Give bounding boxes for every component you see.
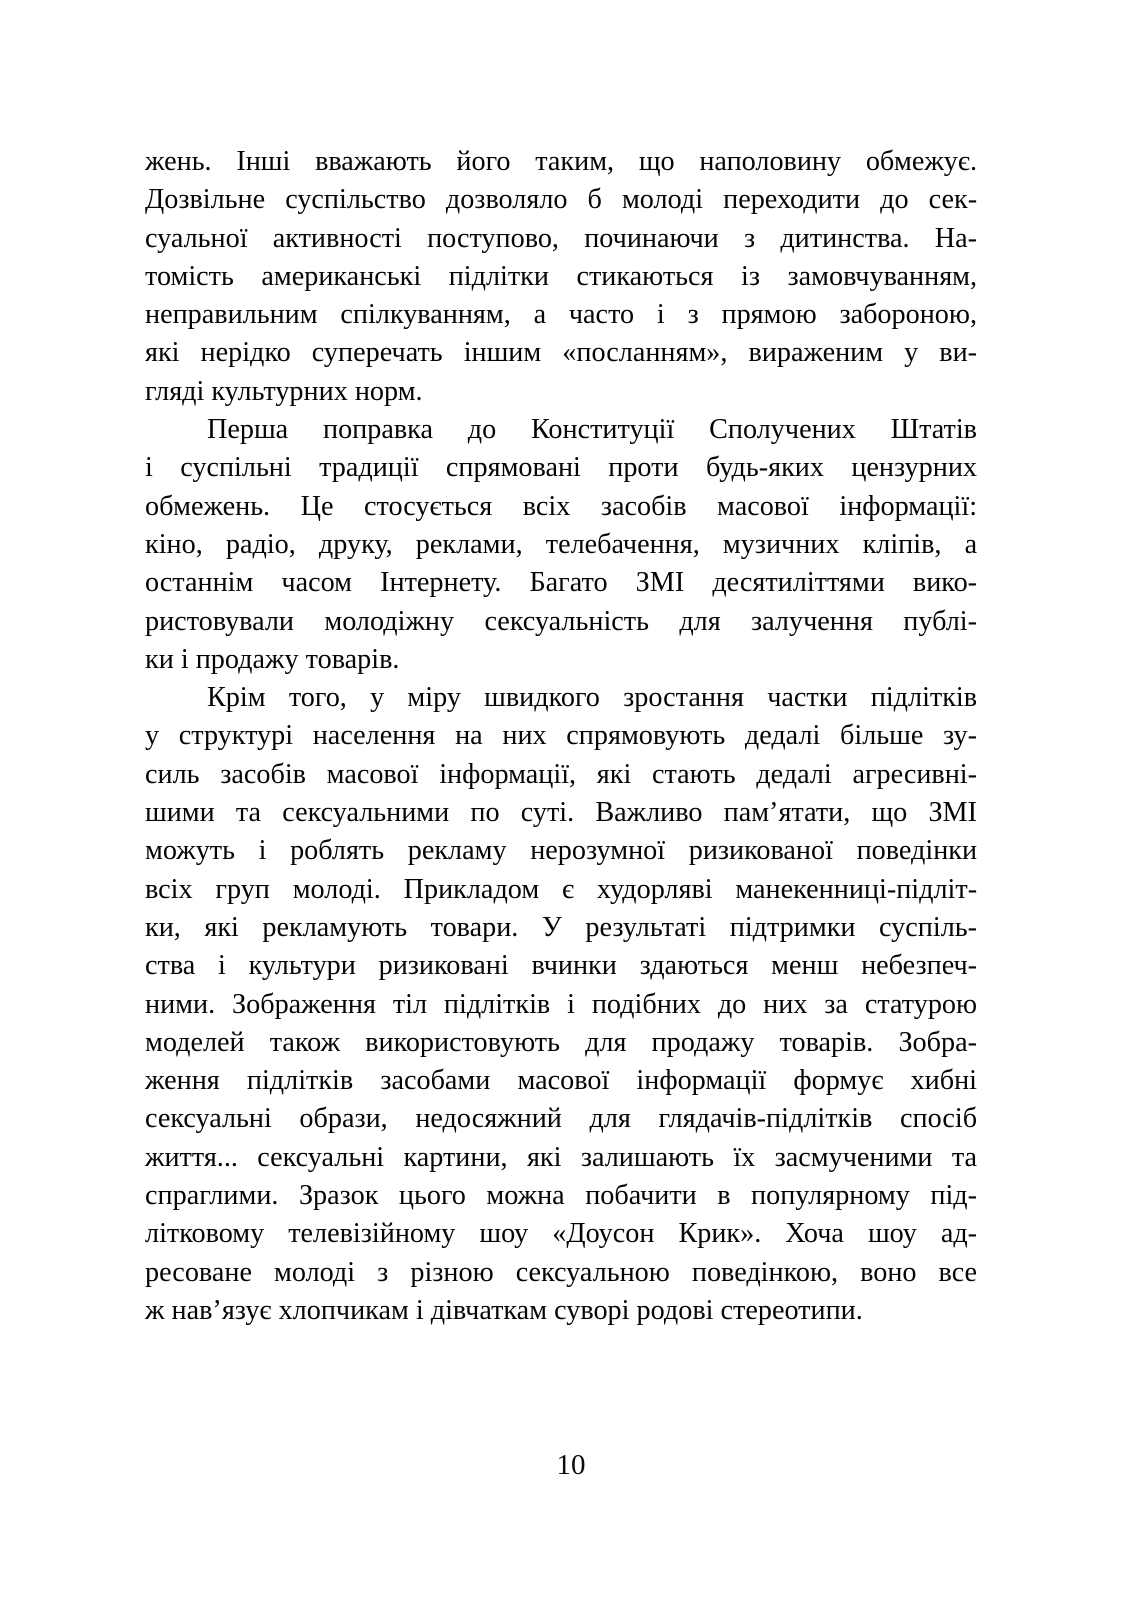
word: підлітків xyxy=(870,682,978,714)
word: образи, xyxy=(299,1103,388,1135)
text-line xyxy=(145,296,977,334)
word: всіх xyxy=(145,873,193,905)
word: Зразок xyxy=(298,1180,379,1212)
word: рекламують xyxy=(262,911,408,943)
text-line xyxy=(145,1292,977,1330)
word: і xyxy=(567,988,575,1020)
word: менш xyxy=(771,950,839,982)
word: побачити xyxy=(585,1180,697,1212)
word: можна xyxy=(486,1180,565,1212)
text-line xyxy=(145,373,977,411)
text-line xyxy=(145,1215,977,1253)
word: які xyxy=(526,1141,562,1173)
word: пам’ятати, xyxy=(723,797,851,829)
word: є xyxy=(562,873,575,905)
word: засобів xyxy=(220,758,306,790)
word: публі- xyxy=(903,605,977,637)
word: підлітків xyxy=(443,988,551,1020)
word: також xyxy=(269,1026,341,1058)
word: Конституції xyxy=(531,414,675,446)
text-line xyxy=(145,488,977,526)
text-line xyxy=(145,1062,977,1100)
word: обмежень. xyxy=(145,490,271,522)
word: манекенниці-підліт- xyxy=(735,873,978,905)
word: друку, xyxy=(318,528,393,560)
text-line xyxy=(145,1139,977,1177)
word: продажу xyxy=(195,643,299,675)
word: роблять xyxy=(290,835,385,867)
word: худорляві xyxy=(596,873,713,905)
word: цього xyxy=(398,1180,466,1212)
word: молоді. xyxy=(292,873,381,905)
word: суворі xyxy=(554,1294,630,1326)
word: сексуальність xyxy=(484,605,649,637)
text-line xyxy=(145,1024,977,1062)
word: швидкого xyxy=(484,682,600,714)
text-line xyxy=(145,986,977,1024)
word: наполовину xyxy=(699,146,842,177)
word: що xyxy=(871,797,908,829)
word: масової xyxy=(326,758,419,790)
word: і xyxy=(258,835,267,867)
word: товарів. xyxy=(779,1026,874,1058)
word: Штатів xyxy=(890,414,977,446)
word: сексуальні xyxy=(257,1141,385,1173)
word: населення xyxy=(312,720,436,752)
word: інформації xyxy=(636,1065,767,1097)
word: та xyxy=(235,797,262,829)
word: можуть xyxy=(145,835,235,867)
word: під- xyxy=(930,1180,978,1212)
word: телевізійному xyxy=(288,1218,456,1250)
word: спраглими. xyxy=(145,1180,279,1212)
word: інформації, xyxy=(439,758,577,790)
word: того, xyxy=(288,682,347,714)
word: б xyxy=(587,184,602,216)
word: музичних xyxy=(722,528,840,560)
word: спрямовані xyxy=(445,452,581,484)
word: і xyxy=(218,950,226,982)
word: «Доусон xyxy=(552,1218,655,1250)
word: їх xyxy=(733,1141,756,1173)
word: масової xyxy=(517,1065,610,1097)
paragraph xyxy=(145,143,977,411)
word: нерідко xyxy=(200,337,291,369)
word: Крик». xyxy=(678,1218,762,1250)
word: суті. xyxy=(520,797,575,829)
word: стереотипи. xyxy=(720,1294,863,1326)
word: них xyxy=(763,988,808,1020)
word: його xyxy=(456,146,511,177)
word: масової xyxy=(717,490,809,522)
text-line xyxy=(145,220,977,258)
word: суспільство xyxy=(285,184,426,216)
text-line xyxy=(145,1100,977,1138)
word: які xyxy=(596,758,632,790)
word: на xyxy=(455,720,483,752)
text-line xyxy=(145,564,977,602)
word: життя... xyxy=(145,1141,238,1173)
word: часто xyxy=(568,299,635,331)
text-line xyxy=(145,1254,977,1292)
word: поступово, xyxy=(427,222,559,254)
text-line xyxy=(145,334,977,372)
word: поведінкою, xyxy=(691,1256,839,1288)
word: забороною, xyxy=(839,299,977,331)
text-line xyxy=(145,717,977,755)
word: всіх xyxy=(522,490,571,522)
word: які xyxy=(204,911,239,943)
word: кліпів, xyxy=(862,528,942,560)
word: хибні xyxy=(910,1065,978,1097)
word: вчинки xyxy=(531,950,617,982)
word: Це xyxy=(300,490,334,522)
word: американські xyxy=(261,260,422,292)
word: томість xyxy=(145,260,234,292)
word: ви- xyxy=(939,337,978,369)
word: і xyxy=(145,452,153,484)
word: шими xyxy=(145,797,215,829)
word: норм. xyxy=(354,375,423,407)
word: жень. xyxy=(145,146,212,177)
word: інформації: xyxy=(839,490,978,522)
word: сексуальні xyxy=(145,1103,272,1135)
word: і xyxy=(656,299,665,331)
word: прямою xyxy=(721,299,817,331)
word: тіл xyxy=(392,988,428,1020)
word: десятиліттями xyxy=(712,567,885,599)
word: гляді xyxy=(145,375,205,407)
word: ресоване xyxy=(145,1256,252,1288)
word: культури xyxy=(248,950,356,982)
word: «посланням», xyxy=(562,337,728,369)
word: до xyxy=(880,184,909,216)
word: спрямовують xyxy=(566,720,726,752)
word: сексуальною xyxy=(515,1256,670,1288)
word: ЗМІ xyxy=(928,797,978,829)
word: стосується xyxy=(363,490,493,522)
word: за xyxy=(824,988,848,1020)
word: частки xyxy=(767,682,848,714)
paragraph xyxy=(145,679,977,1330)
word: і xyxy=(180,643,189,675)
text-line xyxy=(145,258,977,296)
word: молоді xyxy=(274,1256,356,1288)
word: підлітків xyxy=(246,1065,354,1097)
word: Зображення xyxy=(232,988,376,1020)
word: ж xyxy=(145,1294,165,1326)
word: стикаються xyxy=(576,260,714,292)
word: і xyxy=(415,1294,424,1326)
word: засобів xyxy=(600,490,687,522)
word: ства xyxy=(145,950,196,982)
word: різною xyxy=(410,1256,494,1288)
text-line xyxy=(145,679,977,717)
word: більше xyxy=(840,720,924,752)
word: неправильним xyxy=(145,299,318,331)
word: обмежує. xyxy=(865,146,978,177)
word: зростання xyxy=(623,682,744,714)
word: до xyxy=(717,988,747,1020)
word: суперечать xyxy=(311,337,443,369)
word: поправка xyxy=(323,414,433,446)
word: дозволяло xyxy=(445,184,568,216)
text-line xyxy=(145,1177,977,1215)
text-line xyxy=(145,794,977,832)
word: в xyxy=(717,1180,731,1212)
text-line xyxy=(145,756,977,794)
word: залучення xyxy=(751,605,873,637)
word: воно xyxy=(860,1256,917,1288)
word: агресивні- xyxy=(852,758,978,790)
word: ними. xyxy=(145,988,216,1020)
word: подібних xyxy=(591,988,701,1020)
word: цензурних xyxy=(851,452,978,484)
word: вважають xyxy=(315,146,432,177)
word: популярному xyxy=(751,1180,910,1212)
word: ристовували xyxy=(145,605,295,637)
word: суспіль- xyxy=(879,911,977,943)
word: дитинства. xyxy=(780,222,910,254)
word: по xyxy=(470,797,500,829)
word: ЗМІ xyxy=(635,567,685,599)
word: використовують xyxy=(365,1026,560,1058)
word: все xyxy=(938,1256,978,1288)
word: Хоча xyxy=(785,1218,844,1250)
word: що xyxy=(638,146,675,177)
word: таким, xyxy=(535,146,615,177)
word: телебачення, xyxy=(545,528,700,560)
word: останнім xyxy=(145,567,254,599)
word: родові xyxy=(636,1294,714,1326)
word: картини, xyxy=(403,1141,508,1173)
word: замовчуванням, xyxy=(787,260,978,292)
word: для xyxy=(585,1026,627,1058)
word: продажу xyxy=(651,1026,755,1058)
word: підтримки xyxy=(729,911,856,943)
word: переходити xyxy=(723,184,861,216)
word: ки, xyxy=(145,911,181,943)
word: дівчаткам xyxy=(430,1294,548,1326)
word: ки xyxy=(145,643,174,675)
word: Багато xyxy=(529,567,608,599)
word: сексуальними xyxy=(282,797,450,829)
page-number: 10 xyxy=(556,1449,586,1481)
paragraph xyxy=(145,411,977,679)
word: На- xyxy=(934,222,978,254)
word: формує xyxy=(793,1065,884,1097)
text-line xyxy=(145,832,977,870)
word: ад- xyxy=(940,1218,978,1250)
text-line xyxy=(145,603,977,641)
word: хлопчикам xyxy=(278,1294,409,1326)
text-line xyxy=(145,641,977,679)
word: проти xyxy=(608,452,679,484)
word: товарів. xyxy=(305,643,400,675)
word: засмученими xyxy=(774,1141,933,1173)
word: починаючи xyxy=(584,222,719,254)
word: у xyxy=(370,682,385,714)
word: сек- xyxy=(928,184,978,216)
word: ризикованої xyxy=(688,835,833,867)
word: радіо, xyxy=(225,528,296,560)
word: Дозвільне xyxy=(145,184,266,216)
text-line xyxy=(145,871,977,909)
word: стають xyxy=(652,758,736,790)
text-line xyxy=(145,181,977,219)
word: підлітки xyxy=(448,260,549,292)
word: будь-яких xyxy=(705,452,824,484)
word: традиції xyxy=(319,452,419,484)
text-line xyxy=(145,947,977,985)
word: ження xyxy=(145,1065,220,1097)
word: здаються xyxy=(639,950,749,982)
word: культурних xyxy=(211,375,348,407)
word: рекламу xyxy=(407,835,507,867)
word: активності xyxy=(272,222,402,254)
word: Перша xyxy=(207,414,289,446)
word: ризиковані xyxy=(378,950,509,982)
word: а xyxy=(533,299,547,331)
page-body-text xyxy=(145,143,977,1330)
word: Прикладом xyxy=(403,873,540,905)
word: недосяжний xyxy=(415,1103,562,1135)
text-line xyxy=(145,909,977,947)
word: іншим xyxy=(463,337,542,369)
word: Інші xyxy=(236,146,291,177)
word: часом xyxy=(281,567,353,599)
word: молодіжну xyxy=(324,605,455,637)
word: нав’язує xyxy=(171,1294,272,1326)
word: з xyxy=(687,299,699,331)
word: груп xyxy=(215,873,270,905)
word: Важливо xyxy=(595,797,703,829)
word: реклами, xyxy=(415,528,523,560)
word: у xyxy=(145,720,160,752)
word: спосіб xyxy=(899,1103,978,1135)
word: глядачів-підлітків xyxy=(658,1103,873,1135)
word: для xyxy=(589,1103,631,1135)
word: дедалі xyxy=(744,720,821,752)
word: засобами xyxy=(380,1065,491,1097)
word: них xyxy=(502,720,547,752)
word: шоу xyxy=(479,1218,529,1250)
word: залишають xyxy=(580,1141,714,1173)
word: у xyxy=(904,337,919,369)
word: шоу xyxy=(867,1218,917,1250)
word: силь xyxy=(145,758,200,790)
word: У xyxy=(541,911,562,943)
word: вико- xyxy=(912,567,978,599)
word: дедалі xyxy=(756,758,832,790)
word: структурі xyxy=(178,720,294,752)
word: Крім xyxy=(207,682,266,714)
word: статурою xyxy=(864,988,978,1020)
word: міру xyxy=(407,682,461,714)
word: кіно, xyxy=(145,528,203,560)
word: нерозумної xyxy=(530,835,666,867)
word: Інтернету. xyxy=(380,567,502,599)
word: спілкуванням, xyxy=(340,299,511,331)
word: Зобра- xyxy=(898,1026,977,1058)
word: для xyxy=(679,605,721,637)
text-line xyxy=(145,449,977,487)
word: вираженим xyxy=(748,337,884,369)
text-line xyxy=(145,526,977,564)
word: результаті xyxy=(585,911,707,943)
word: товари. xyxy=(430,911,519,943)
word: молоді xyxy=(621,184,704,216)
word: а xyxy=(964,528,978,560)
word: небезпеч- xyxy=(861,950,978,982)
word: суспільні xyxy=(180,452,292,484)
word: поведінки xyxy=(856,835,978,867)
word: літковому xyxy=(145,1218,265,1250)
word: із xyxy=(741,260,760,292)
word: суальної xyxy=(145,222,248,254)
word: зу- xyxy=(943,720,978,752)
word: до xyxy=(467,414,497,446)
text-line xyxy=(145,143,977,181)
word: з xyxy=(743,222,756,254)
word: які xyxy=(145,337,180,369)
word: моделей xyxy=(145,1026,245,1058)
word: Сполучених xyxy=(709,414,856,446)
word: з xyxy=(377,1256,389,1288)
word: та xyxy=(951,1141,978,1173)
text-line xyxy=(145,411,977,449)
